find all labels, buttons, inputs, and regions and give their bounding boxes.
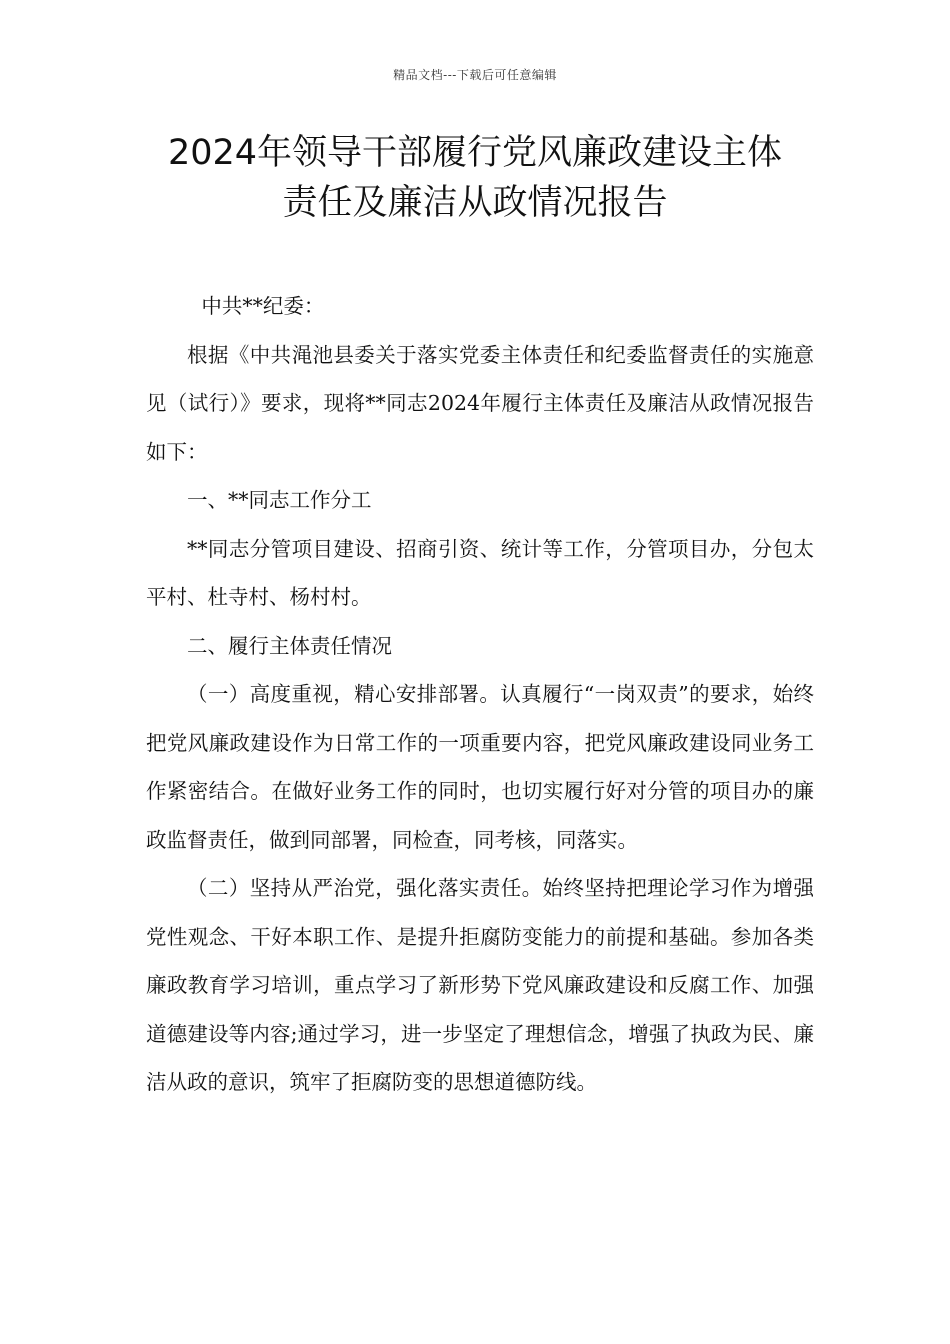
title-line-2: 责任及廉洁从政情况报告: [282, 183, 668, 223]
item-2-paragraph: （二）坚持从严治党，强化落实责任。始终坚持把理论学习作为增强党性观念、干好本职工作、是提升拒腐防变能力的前提和基础。参加各类廉政教育学习培训，重点学习了新形势下党风廉政建设和反腐工作、加强道德建设等内容;通过学习，进一步坚定了理想信念，增强了执政为民、廉洁从政的意识，筑牢了拒腐防变的思想道德防线。: [146, 876, 814, 1094]
intro-paragraph: 根据《中共渑池县委关于落实党委主体责任和纪委监督责任的实施意见（试行）》要求，现将**同志2024年履行主体责任及廉洁从政情况报告如下：: [146, 342, 814, 464]
section-2-heading: 二、履行主体责任情况: [187, 633, 392, 658]
section-1-heading: 一、**同志工作分工: [187, 488, 372, 512]
title-line-1: 2024年领导干部履行党风廉政建设主体: [167, 133, 783, 173]
document-title: [0, 128, 950, 228]
page-header: 精品文档---下载后可任意编辑: [393, 68, 557, 82]
document-body: [146, 282, 814, 1107]
salutation: 中共**纪委：: [201, 294, 325, 318]
item-1-paragraph: （一）高度重视，精心安排部署。认真履行“一岗双责”的要求，始终把党风廉政建设作为日常工作的一项重要内容，把党风廉政建设同业务工作紧密结合。在做好业务工作的同时，也切实履行好对分管的项目办的廉政监督责任，做到同部署，同检查，同考核，同落实。: [146, 682, 814, 852]
section-1-paragraph: **同志分管项目建设、招商引资、统计等工作，分管项目办，分包太平村、杜寺村、杨村村。: [146, 536, 814, 609]
